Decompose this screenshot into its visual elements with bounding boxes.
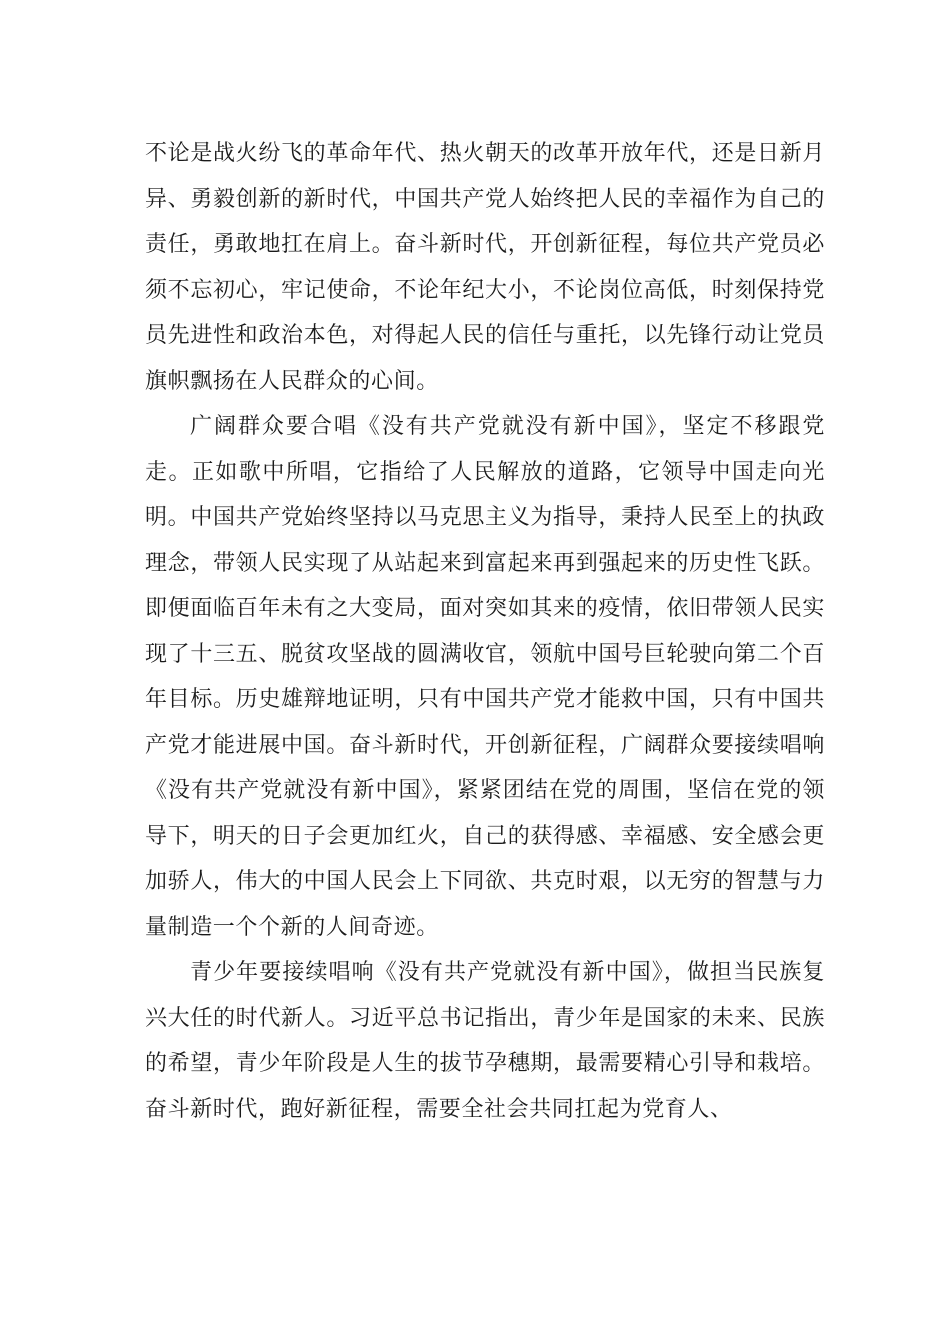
paragraph-3: 青少年要接续唱响《没有共产党就没有新中国》，做担当民族复兴大任的时代新人。习近平总书记指出，青少年是国家的未来、民族的希望，青少年阶段是人生的拔节孕穗期，最需要精心引导和栽培。奋斗新时代，跑好新征程，需要全社会共同扛起为党育人、	[145, 960, 825, 1122]
paragraph-2: 广阔群众要合唱《没有共产党就没有新中国》，坚定不移跟党走。正如歌中所唱，它指给了人民解放的道路，它领导中国走向光明。中国共产党始终坚持以马克思主义为指导，秉持人民至上的执政理念，带领人民实现了从站起来到富起来再到强起来的历史性飞跃。即便面临百年未有之大变局，面对突如其来的疫情，依旧带领人民实现了十三五、脱贫攻坚战的圆满收官，领航中国号巨轮驶向第二个百年目标。历史雄辩地证明，只有中国共产党才能救中国，只有中国共产党才能进展中国。奋斗新时代，开创新征程，广阔群众要接续唱响《没有共产党就没有新中国》，紧紧团结在党的周围，坚信在党的领导下，明天的日子会更加红火，自己的获得感、幸福感、安全感会更加骄人，伟大的中国人民会上下同欲、共克时艰，以无穷的智慧与力量制造一个个新的人间奇迹。	[145, 414, 825, 940]
document-body	[145, 131, 825, 1132]
paragraph-1: 不论是战火纷飞的革命年代、热火朝天的改革开放年代，还是日新月异、勇毅创新的新时代，中国共产党人始终把人民的幸福作为自己的责任，勇敢地扛在肩上。奋斗新时代，开创新征程，每位共产党员必须不忘初心，牢记使命，不论年纪大小，不论岗位高低，时刻保持党员先进性和政治本色，对得起人民的信任与重托，以先锋行动让党员旗帜飘扬在人民群众的心间。	[145, 141, 825, 394]
